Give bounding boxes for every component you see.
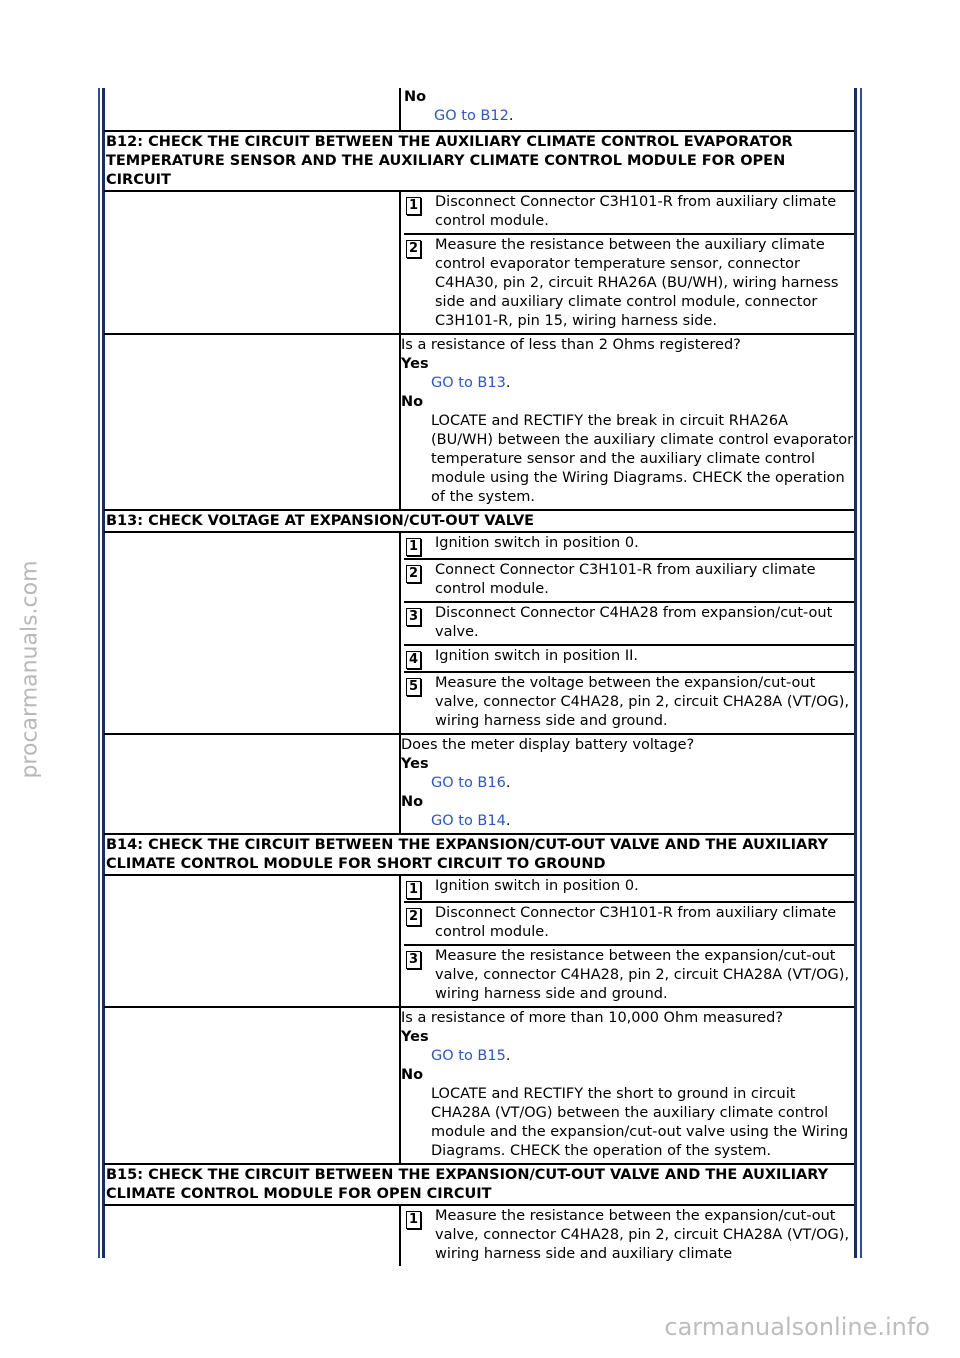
step-number-badge: 3 [406, 951, 421, 969]
go-to-b15-link[interactable]: GO to B15 [431, 1048, 506, 1064]
b13-step-4: 4 Ignition switch in position II. [404, 646, 854, 673]
step-number-badge: 2 [406, 908, 421, 926]
b12-result-row: Is a resistance of less than 2 Ohms registered? Yes GO to B13. No LOCATE and RECTIFY the break in circuit RHA26A (BU/WH) between the auxiliary climate control evaporator temperature sensor and the auxiliary climate control module using the Wiring Diagrams. CHECK the operation of the system. [104, 335, 854, 511]
b15-step-1: 1 Measure the resistance between the expansion/cut-out valve, connector C4HA28, pin 2, circuit CHA28A (VT/OG), wiring harness side and auxiliary climate [404, 1206, 854, 1266]
b12-step-2: 2 Measure the resistance between the auxiliary climate control evaporator temperature sensor, connector C4HA30, pin 2, circuit RHA26A (BU/WH), wiring harness side and auxiliary climate control module, connector C3H101-R, pin 15, wiring harness side. [404, 235, 854, 333]
b14-question: Is a resistance of more than 10,000 Ohm measured? [401, 1010, 784, 1026]
b14-step-2: 2 Disconnect Connector C3H101-R from auxiliary climate control module. [404, 903, 854, 946]
b11-result-row: No GO to B12. [104, 88, 854, 132]
page-border-right [854, 88, 857, 1258]
step-number-badge: 4 [406, 651, 421, 669]
go-to-b12-link[interactable]: GO to B12 [434, 108, 509, 124]
step-number-badge: 1 [406, 1211, 421, 1229]
step-number-badge: 1 [406, 538, 421, 556]
b12-question: Is a resistance of less than 2 Ohms registered? [401, 337, 741, 353]
b14-heading: B14: CHECK THE CIRCUIT BETWEEN THE EXPANSION/CUT-OUT VALVE AND THE AUXILIARY CLIMATE CONTROL MODULE FOR SHORT CIRCUIT TO GROUND [104, 835, 854, 876]
b14-step-1: 1 Ignition switch in position 0. [404, 876, 854, 903]
b13-step-2: 2 Connect Connector C3H101-R from auxiliary climate control module. [404, 560, 854, 603]
b12-no-action: LOCATE and RECTIFY the break in circuit RHA26A (BU/WH) between the auxiliary climate control evaporator temperature sensor and the auxiliary climate control module using the Wiring Diagrams. CHECK the operation of the system. [431, 413, 854, 505]
yes-label: Yes [401, 1029, 429, 1045]
page-border-right-thin [860, 88, 862, 1258]
go-to-b13-link[interactable]: GO to B13 [431, 375, 506, 391]
diagnostic-table [104, 88, 854, 1266]
yes-label: Yes [401, 756, 429, 772]
step-number-badge: 5 [406, 678, 421, 696]
no-label: No [404, 89, 427, 105]
b13-heading: B13: CHECK VOLTAGE AT EXPANSION/CUT-OUT VALVE [104, 511, 854, 533]
b15-steps-row [104, 1206, 854, 1266]
b13-step-1: 1 Ignition switch in position 0. [404, 533, 854, 560]
b13-question: Does the meter display battery voltage? [401, 737, 695, 753]
no-label: No [401, 794, 424, 810]
b15-heading: B15: CHECK THE CIRCUIT BETWEEN THE EXPANSION/CUT-OUT VALVE AND THE AUXILIARY CLIMATE CONTROL MODULE FOR OPEN CIRCUIT [104, 1165, 854, 1206]
page-border-left-thin [98, 88, 100, 1258]
b14-result-row: Is a resistance of more than 10,000 Ohm measured? Yes GO to B15. No LOCATE and RECTIFY the short to ground in circuit CHA28A (VT/OG) between the auxiliary climate control module and the expansion/cut-out valve using the Wiring Diagrams. CHECK the operation of the system. [104, 1008, 854, 1165]
step-number-badge: 3 [406, 608, 421, 626]
b12-steps-row [104, 192, 854, 335]
b13-steps-row [104, 533, 854, 735]
step-number-badge: 2 [406, 240, 421, 258]
b13-step-3: 3 Disconnect Connector C4HA28 from expansion/cut-out valve. [404, 603, 854, 646]
bottom-watermark: carmanualsonline.info [664, 1313, 930, 1341]
go-to-b16-link[interactable]: GO to B16 [431, 775, 506, 791]
b13-result-row: Does the meter display battery voltage? Yes GO to B16. No GO to B14. [104, 735, 854, 835]
no-label: No [401, 1067, 424, 1083]
step-number-badge: 1 [406, 197, 421, 215]
b12-heading: B12: CHECK THE CIRCUIT BETWEEN THE AUXILIARY CLIMATE CONTROL EVAPORATOR TEMPERATURE SENSOR AND THE AUXILIARY CLIMATE CONTROL MODULE FOR OPEN CIRCUIT [104, 132, 854, 192]
go-to-b14-link[interactable]: GO to B14 [431, 813, 506, 829]
yes-label: Yes [401, 356, 429, 372]
no-label: No [401, 394, 424, 410]
b14-no-action: LOCATE and RECTIFY the short to ground in circuit CHA28A (VT/OG) between the auxiliary climate control module and the expansion/cut-out valve using the Wiring Diagrams. CHECK the operation of the system. [431, 1086, 849, 1159]
b12-step-1: 1 Disconnect Connector C3H101-R from auxiliary climate control module. [404, 192, 854, 235]
step-number-badge: 1 [406, 881, 421, 899]
b13-step-5: 5 Measure the voltage between the expansion/cut-out valve, connector C4HA28, pin 2, circuit CHA28A (VT/OG), wiring harness side and ground. [404, 673, 854, 733]
step-number-badge: 2 [406, 565, 421, 583]
side-watermark: procarmanuals.com [17, 560, 43, 779]
b14-steps-row [104, 876, 854, 1008]
b14-step-3: 3 Measure the resistance between the expansion/cut-out valve, connector C4HA28, pin 2, circuit CHA28A (VT/OG), wiring harness side and ground. [404, 946, 854, 1006]
